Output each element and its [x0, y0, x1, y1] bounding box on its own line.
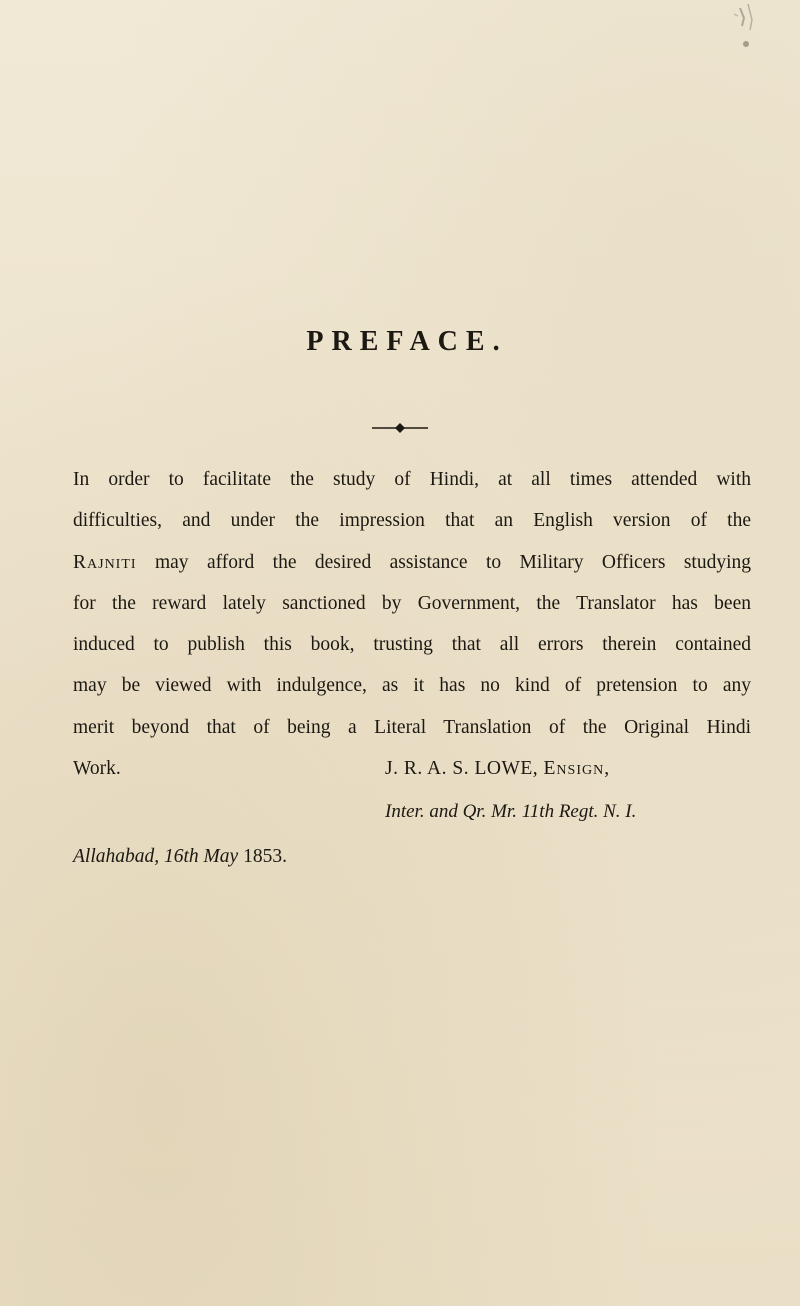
- dateline-place: Allahabad,: [73, 846, 160, 867]
- body-line: Work.: [73, 758, 121, 780]
- body-line: In order to facilitate the study of Hindi, at all times attended with: [73, 469, 751, 490]
- dateline: [73, 846, 287, 868]
- body-line: merit beyond that of being a Literal Translation of the Original Hindi: [73, 716, 751, 738]
- dateline-year: 1853.: [243, 846, 287, 867]
- signature-name: J. R. A. S. LOWE,: [385, 758, 539, 779]
- preface-body: [73, 459, 751, 789]
- diamond-rule-icon: [370, 421, 430, 435]
- dateline-day: 16th May: [164, 846, 239, 867]
- body-line: may be viewed with indulgence, as it has no kind of pretension to any: [73, 675, 751, 697]
- body-line: difficulties, and under the impression that an English version of the: [73, 510, 751, 532]
- signature: [385, 758, 610, 780]
- page-title: PREFACE.: [306, 326, 508, 357]
- body-line: for the reward lately sanctioned by Government, the Translator has been: [73, 592, 751, 614]
- body-line: Rajniti may afford the desired assistance to Military Officers studying: [73, 551, 751, 573]
- ink-smudge-icon: [722, 0, 772, 55]
- signature-rank: Ensign,: [543, 758, 611, 779]
- rajniti-title-word: Rajniti: [73, 551, 137, 573]
- body-line: induced to publish this book, trusting that all errors therein contained: [73, 634, 751, 656]
- signature-affiliation: Inter. and Qr. Mr. 11th Regt. N. I.: [385, 801, 637, 822]
